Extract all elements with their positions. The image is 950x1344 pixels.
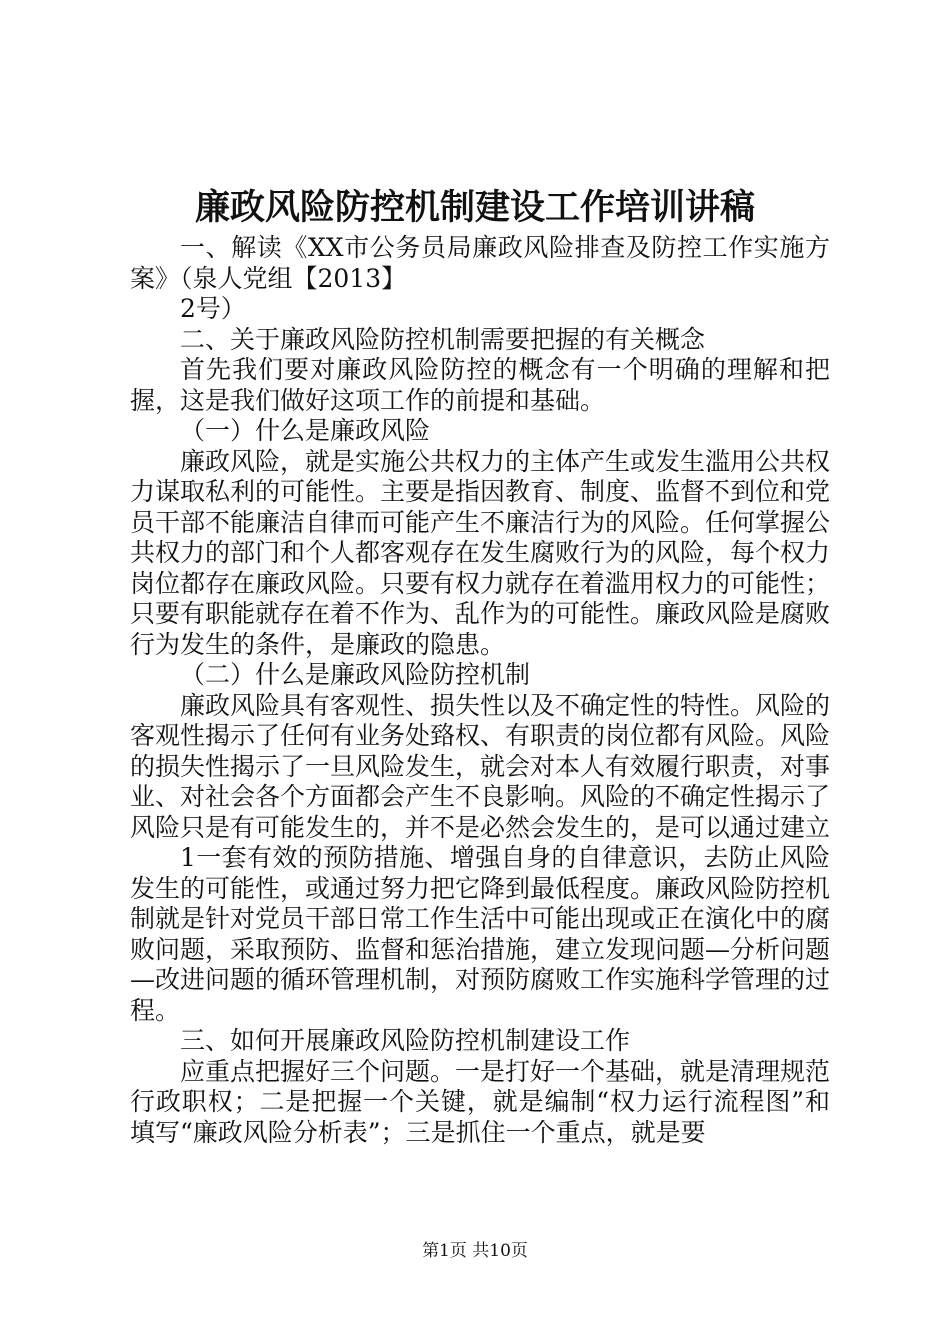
paragraph-10: 三、如何开展廉政风险防控机制建设工作 <box>180 1026 631 1055</box>
paragraph-6: 廉政风险，就是实施公共权力的主体产生或发生滥用公共权力谋取私利的可能性。主要是指因教育、制度、监督不到位和党员干部不能廉洁自律而可能产生不廉洁行为的风险。任何掌握公共权力的部门和个人都客观存在发生腐败行为的风险，每个权力岗位都存在廉政风险。只要有权力就存在着滥用权力的可能性；只要有职能就存在着不作为、乱作为的可能性。廉政风险是腐败行为发生的条件，是廉政的隐患。 <box>130 446 831 659</box>
paragraph-11: 应重点把握好三个问题。一是打好一个基础，就是清理规范行政职权；二是把握一个关键，就是编制“权力运行流程图”和填写“廉政风险分析表”；三是抓住一个重点，就是要 <box>130 1056 831 1147</box>
document-body <box>130 233 830 1148</box>
paragraph-9: 1一套有效的预防措施、增强自身的自律意识，去防止风险发生的可能性，或通过努力把它降到最低程度。廉政风险防控机制就是针对党员干部日常工作生活中可能出现或正在演化中的腐败问题，采取预防、监督和惩治措施，建立发现问题—分析问题—改进问题的循环管理机制，对预防腐败工作实施科学管理的过程。 <box>130 843 831 1025</box>
paragraph-3: 二、关于廉政风险防控机制需要把握的有关概念 <box>180 324 706 354</box>
paragraph-8: 廉政风险具有客观性、损失性以及不确定性的特性。风险的客观性揭示了任何有业务处臵权、有职责的岗位都有风险。风险的损失性揭示了一旦风险发生，就会对本人有效履行职责，对事业、对社会各个方面都会产生不良影响。风险的不确定性揭示了风险只是有可能发生的，并不是必然会发生的，是可以通过建立 <box>130 690 831 842</box>
paragraph-2: 2号） <box>180 294 246 323</box>
paragraph-4: 首先我们要对廉政风险防控的概念有一个明确的理解和把握，这是我们做好这项工作的前提和基础。 <box>130 355 830 415</box>
paragraph-5: （一）什么是廉政风险 <box>180 416 431 445</box>
page-number-footer: 第1页 共10页 <box>422 1241 528 1261</box>
document-title: 廉政风险防控机制建设工作培训讲稿 <box>194 187 755 228</box>
paragraph-7: （二）什么是廉政风险防控机制 <box>180 660 531 689</box>
paragraph-1: 一、解读《XX市公务员局廉政风险排查及防控工作实施方案》（泉人党组【2013】 <box>130 233 830 293</box>
